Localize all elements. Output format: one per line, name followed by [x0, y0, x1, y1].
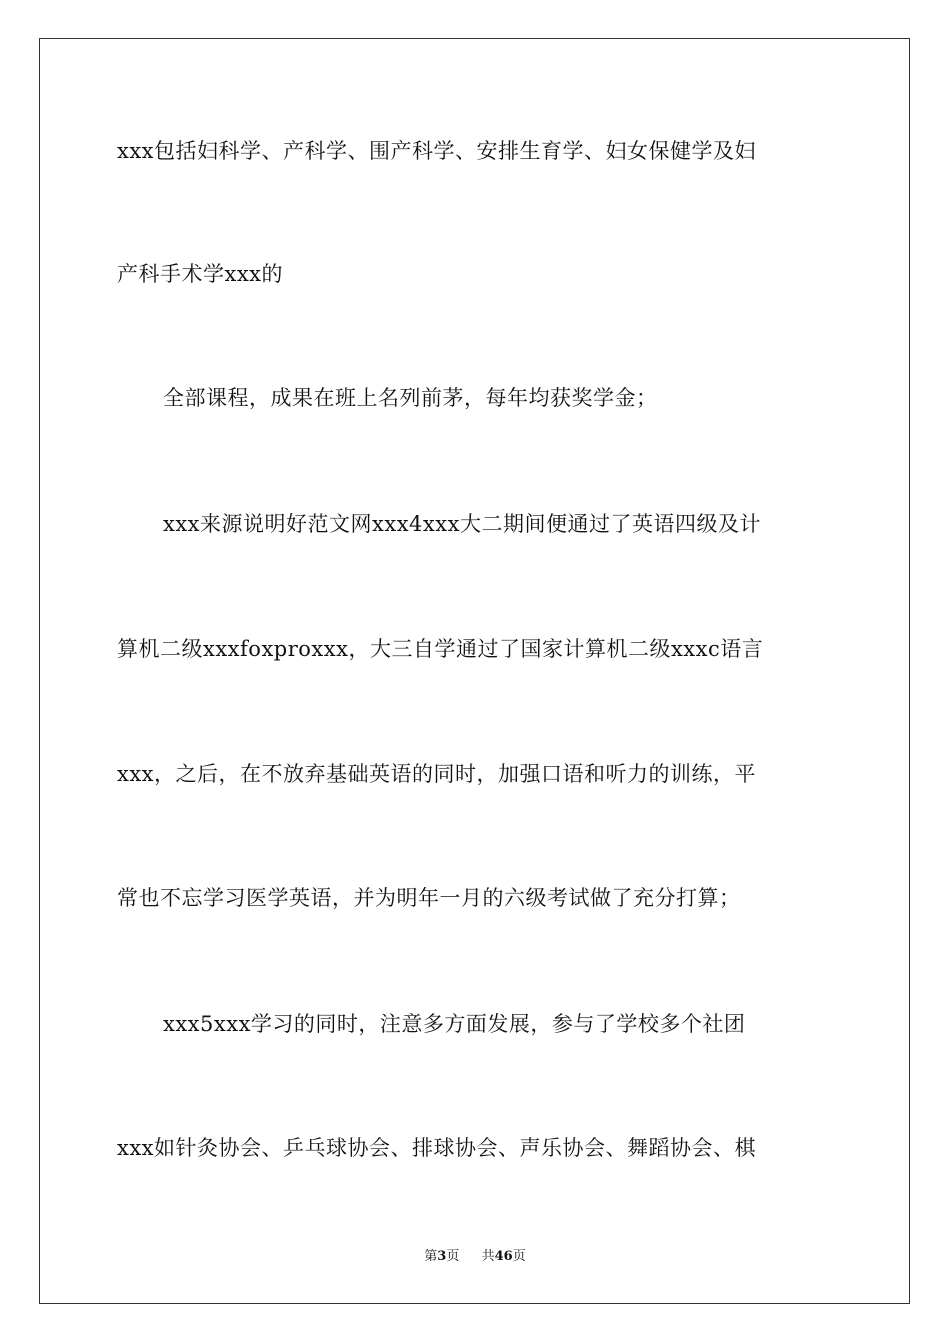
- page-number: 3: [437, 1249, 447, 1264]
- page-suffix: 页: [446, 1249, 460, 1264]
- page-prefix: 第: [424, 1249, 438, 1264]
- text-line: 常也不忘学习医学英语，并为明年一月的六级考试做了充分打算；: [117, 886, 741, 910]
- total-pages-label: [482, 1248, 526, 1266]
- text-line: xxx如针灸协会、乒乓球协会、排球协会、声乐协会、舞蹈协会、棋: [117, 1136, 757, 1160]
- page-border: [39, 38, 910, 1304]
- text-line: 产科手术学xxx的: [117, 262, 284, 286]
- text-line: 算机二级xxxfoxproxxx，大三自学通过了国家计算机二级xxxc语言: [117, 637, 764, 661]
- text-line: xxx，之后，在不放弃基础英语的同时，加强口语和听力的训练，平: [117, 762, 757, 786]
- text-line: xxx来源说明好范文网xxx4xxx大二期间便通过了英语四级及计: [163, 512, 761, 536]
- page-footer: [0, 1248, 950, 1266]
- total-pages: 46: [494, 1249, 513, 1264]
- text-line: xxx5xxx学习的同时，注意多方面发展，参与了学校多个社团: [163, 1012, 746, 1036]
- text-line: 全部课程，成果在班上名列前茅，每年均获奖学金；: [163, 386, 658, 410]
- page-number-label: [424, 1248, 459, 1266]
- total-suffix: 页: [512, 1249, 526, 1264]
- total-prefix: 共: [481, 1249, 495, 1264]
- text-line: xxx包括妇科学、产科学、围产科学、安排生育学、妇女保健学及妇: [117, 139, 757, 163]
